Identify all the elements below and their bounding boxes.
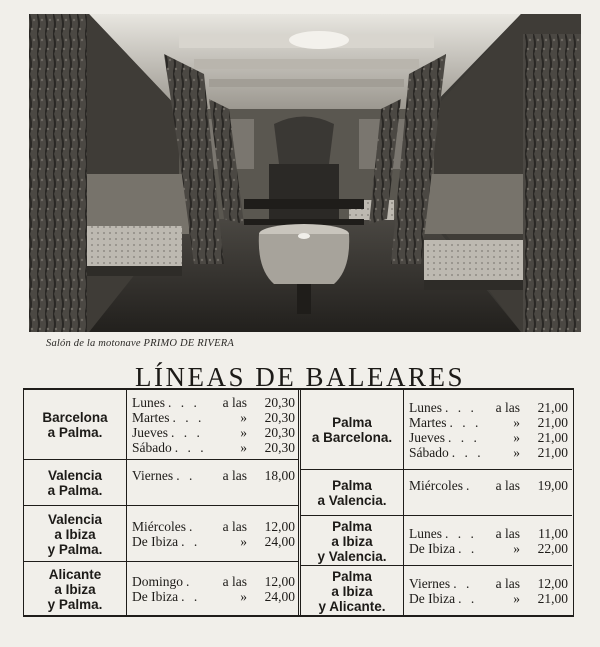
saloon-photograph [29,14,581,332]
departure-entry: De Ibiza . . » 24,00 [132,534,295,549]
departure-entry: Martes . . . » 21,00 [409,414,568,430]
route-name: Valencia a Palma. [24,460,127,506]
route-row [301,390,572,469]
departure-entry: Lunes . . . a las 11,00 [409,526,568,541]
route-row [301,565,572,616]
page-title: LÍNEAS DE BALEARES [135,362,465,392]
departure-entry: Sábado . . . » 21,00 [409,444,568,460]
departure-entry: De Ibiza . . » 24,00 [132,589,295,604]
departure-times [132,460,295,506]
route-row [24,505,299,562]
departure-times [132,506,295,562]
departure-times [132,562,295,616]
departure-entry: Viernes . . a las 12,00 [409,576,568,591]
departure-times [132,390,295,459]
schedule-table [23,388,574,617]
route-name: Valencia a Ibiza y Palma. [24,506,127,562]
departure-entry: Miércoles . a las 19,00 [409,478,568,493]
route-row [301,469,572,516]
departure-times [409,470,568,516]
departure-entry: Lunes . . . a las 21,00 [409,399,568,415]
departure-entry: De Ibiza . . » 22,00 [409,541,568,556]
route-name: Palma a Barcelona. [301,390,404,469]
route-name: Palma a Valencia. [301,470,404,516]
departure-entry: Domingo . a las 12,00 [132,574,295,589]
departure-entry: De Ibiza . . » 21,00 [409,591,568,606]
outbound-routes [24,390,299,615]
route-row [24,561,299,616]
route-row [24,459,299,506]
route-row [24,390,299,459]
departure-entry: Miércoles . a las 12,00 [132,519,295,534]
departure-entry: Sábado . . . » 20,30 [132,439,295,455]
route-name: Barcelona a Palma. [24,390,127,459]
departure-entry: Jueves . . . » 20,30 [132,424,295,440]
departure-entry: Martes . . . » 20,30 [132,409,295,425]
departure-entry: Jueves . . . » 21,00 [409,429,568,445]
departure-entry: Lunes . . . a las 20,30 [132,394,295,410]
departure-times [409,566,568,616]
route-name: Alicante a Ibiza y Palma. [24,562,127,616]
route-name: Palma a Ibiza y Valencia. [301,516,404,566]
route-name: Palma a Ibiza y Alicante. [301,566,404,616]
photo-caption: Salón de la motonave PRIMO DE RIVERA [46,338,234,349]
departure-times [409,516,568,566]
return-routes [301,390,572,615]
departure-entry: Viernes . . a las 18,00 [132,468,295,483]
departure-times [409,390,568,469]
route-row [301,515,572,566]
